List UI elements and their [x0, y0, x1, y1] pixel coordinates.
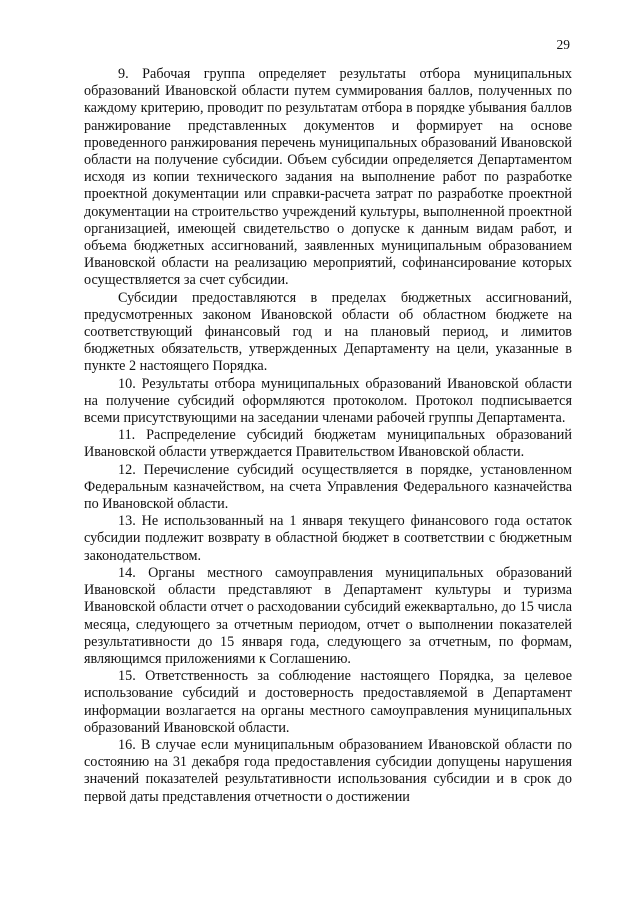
paragraph-10: 10. Результаты отбора муниципальных образований Ивановской области на получение субсидий оформляются протоколом. Протокол подписывается всеми присутствующими на заседании членами рабочей группы Департамента. [84, 375, 572, 427]
paragraph-12: 12. Перечисление субсидий осуществляется в порядке, установленном Федеральным казначейством, на счета Управления Федерального казначейства по Ивановской области. [84, 461, 572, 513]
paragraph-11: 11. Распределение субсидий бюджетам муниципальных образований Ивановской области утверждается Правительством Ивановской области. [84, 427, 572, 461]
paragraph-subsidy-limits: Субсидии предоставляются в пределах бюджетных ассигнований, предусмотренных законом Ивановской области об областном бюджете на соответствующий финансовый год и на плановый период, и лимитов бюджетных обязательств, утвержденных Департаменту на цели, указанные в пункте 2 настоящего Порядка. [84, 289, 572, 375]
paragraph-9: 9. Рабочая группа определяет результаты отбора муниципальных образований Ивановской области путем суммирования баллов, полученных по каждому критерию, проводит по результатам отбора в порядке убывания баллов ранжирование представленных документов и формирует на основе проведенного ранжирования перечень муниципальных образований Ивановской области на получение субсидии. Объем субсидии определяется Департаментом исходя из копии технического задания на выполнение работ по разработке проектной документации или справки-расчета затрат по разработке проектной документации на строительство учреждений культуры, выполненной проектной организацией, имеющей свидетельство о допуске к данным видам работ, и объема бюджетных ассигнований, заявленных муниципальным образованием Ивановской области на реализацию мероприятий, софинансирование которых осуществляется за счет субсидии. [84, 66, 572, 289]
document-body [84, 66, 572, 806]
page-number: 29 [556, 37, 570, 52]
paragraph-15: 15. Ответственность за соблюдение настоящего Порядка, за целевое использование субсидий и достоверность предоставляемой в Департамент информации возлагается на органы местного самоуправления муниципальных образований Ивановской области. [84, 668, 572, 736]
paragraph-16: 16. В случае если муниципальным образованием Ивановской области по состоянию на 31 декабря года предоставления субсидии допущены нарушения значений показателей результативности использования субсидии и в срок до первой даты представления отчетности о достижении [84, 736, 572, 805]
paragraph-13: 13. Не использованный на 1 января текущего финансового года остаток субсидии подлежит возврату в областной бюджет в соответствии с бюджетным законодательством. [84, 513, 572, 564]
paragraph-14: 14. Органы местного самоуправления муниципальных образований Ивановской области представляют в Департамент культуры и туризма Ивановской области отчет о расходовании субсидий ежеквартально, до 15 числа месяца, следующего за отчетным периодом, отчет о выполнении показателей результативности до 15 января года, следующего за отчетным, по формам, являющимся приложениями к Соглашению. [84, 564, 572, 667]
